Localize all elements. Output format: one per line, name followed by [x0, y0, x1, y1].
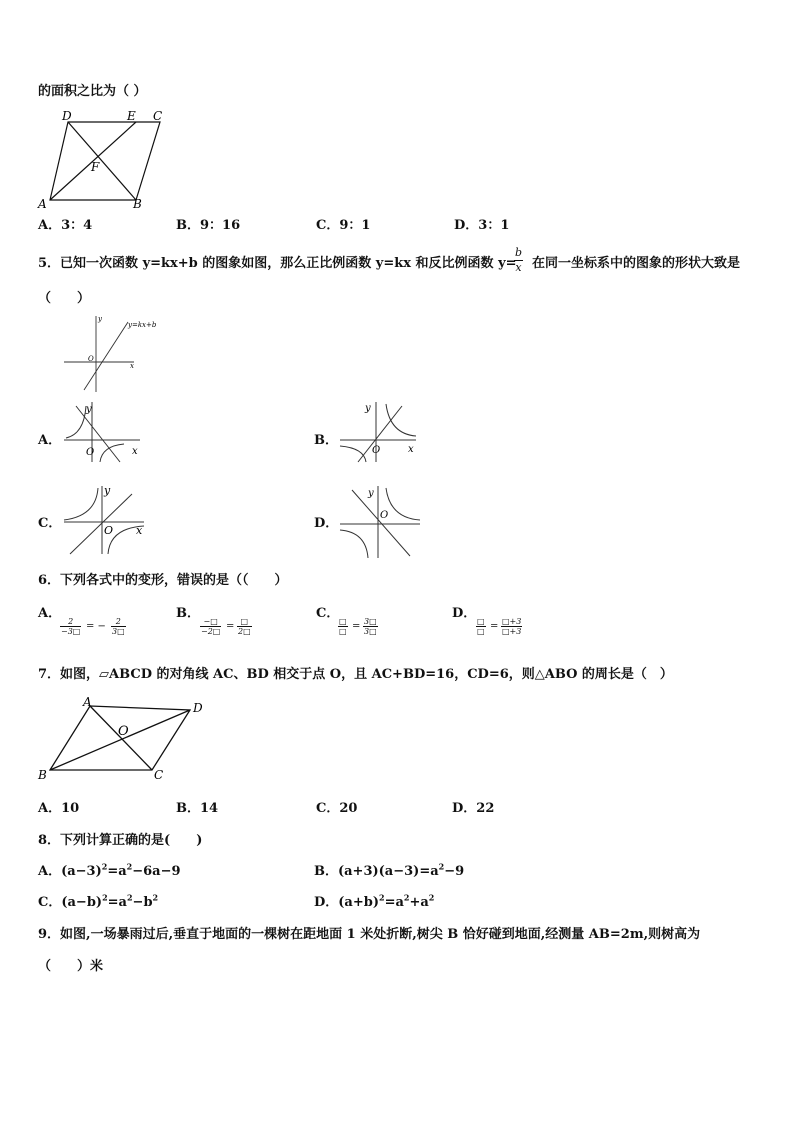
q8-option-a[interactable]: A．$(a-3)^2=a^2-6a-9$	[38, 861, 181, 879]
svg-text:O: O	[380, 510, 389, 521]
q8-option-b[interactable]: B．$(a+3)(a-3)=a^2-9$	[314, 861, 465, 879]
q5-option-b-graph	[338, 400, 418, 464]
q5-option-a[interactable]: A．	[38, 433, 62, 448]
q7-label-b: B	[38, 768, 47, 782]
q5-main-line-label: y=kx+b	[128, 321, 157, 329]
q5-main-y: y	[98, 315, 102, 323]
q6-option-d[interactable]: D．	[452, 606, 477, 621]
q7-option-d[interactable]: D．22	[452, 801, 495, 816]
q4-label-b: B	[133, 197, 142, 211]
q4-option-c[interactable]: C．9：1	[316, 218, 371, 233]
svg-text:O: O	[372, 445, 381, 456]
q6-d-right-fraction: $\frac{□+3}{□+3}$	[502, 617, 522, 636]
q6-option-b[interactable]: B．	[176, 606, 200, 621]
q6-a-left-fraction: $\frac{2}{-3□}$	[61, 617, 81, 636]
q5-option-d-graph	[338, 484, 422, 558]
q7-parallelogram-figure	[38, 694, 218, 786]
q5-main-x: x	[130, 362, 134, 370]
q4-label-c: C	[153, 109, 163, 123]
svg-text:O: O	[104, 524, 114, 537]
q5-linear-function-graph	[62, 312, 162, 394]
q6-option-c[interactable]: C．	[316, 606, 340, 621]
q7-option-b[interactable]: B．14	[176, 801, 219, 816]
q8-option-c[interactable]: C．$(a-b)^2=a^2-b^2$	[38, 892, 159, 910]
q6-stem: 6．下列各式中的变形，错误的是（（ ）	[38, 573, 288, 588]
q6-b-right-fraction: □ 2□	[238, 617, 251, 636]
svg-text:x: x	[136, 524, 143, 537]
q7-stem: 7．如图，▱ABCD 的对角线 AC、BD 相交于点 O，且 AC+BD=16，CD=6，则△ABO 的周长是（ ）	[38, 667, 673, 682]
svg-text:O: O	[86, 447, 95, 458]
q4-label-e: E	[127, 109, 136, 123]
q7-label-a: A	[83, 695, 92, 709]
q4-stem-tail: 的面积之比为（ ）	[38, 84, 147, 99]
q5-stem-part1: 5．已知一次函数 y=kx+b 的图象如图，那么正比例函数 y=kx 和反比例函数 y=	[38, 256, 517, 271]
q4-parallelogram-figure	[38, 108, 168, 210]
svg-text:y: y	[368, 488, 374, 499]
q4-label-a: A	[38, 197, 47, 211]
svg-text:y: y	[365, 403, 371, 414]
q7-option-c[interactable]: C．20	[316, 801, 358, 816]
q9-paren: （ ）米	[38, 959, 104, 974]
q4-label-d: D	[62, 109, 72, 123]
q7-label-c: C	[154, 768, 164, 782]
q4-option-b[interactable]: B．9：16	[176, 218, 241, 233]
q6-d-left-fraction: □ □	[477, 617, 485, 636]
q5-option-c-graph	[62, 484, 146, 556]
q7-label-d: D	[193, 701, 203, 715]
q4-option-a[interactable]: A．3：4	[38, 218, 93, 233]
q7-option-a[interactable]: A．10	[38, 801, 80, 816]
q5-main-o: O	[88, 355, 94, 363]
q4-label-f: F	[91, 160, 100, 174]
q6-c-left-fraction: □ □	[339, 617, 347, 636]
q5-stem-part2: 在同一坐标系中的图象的形状大致是	[532, 256, 741, 271]
q5-option-a-graph	[62, 400, 142, 464]
q5-fraction-b-over-x: $\frac{b}{x}$	[515, 246, 523, 274]
svg-text:y: y	[86, 404, 92, 415]
q5-paren: （ ）	[38, 291, 91, 306]
q5-option-b[interactable]: B．	[314, 433, 338, 448]
q7-label-o: O	[118, 724, 129, 739]
q6-option-a[interactable]: A．	[38, 606, 62, 621]
q6-b-left-fraction: −□ −2□	[201, 617, 221, 636]
q6-c-right-fraction: $\frac{3□}{3□}$	[364, 617, 377, 636]
q5-option-d[interactable]: D．	[314, 516, 339, 531]
q6-a-right-fraction: $\frac{2}{3□}$	[112, 617, 125, 636]
q8-option-d[interactable]: D．$(a+b)^2=a^2+a^2$	[314, 892, 435, 910]
q9-stem: 9．如图,一场暴雨过后,垂直于地面的一棵树在距地面 1 米处折断,树尖 B 恰好碰到地面,经测量 AB=2m,则树高为	[38, 927, 701, 942]
svg-text:y: y	[104, 484, 111, 497]
q8-stem: 8．下列计算正确的是( )	[38, 833, 203, 848]
q4-option-d[interactable]: D．3：1	[454, 218, 510, 233]
q5-option-c[interactable]: C．	[38, 516, 62, 531]
svg-text:x: x	[408, 444, 414, 455]
svg-text:x: x	[132, 446, 138, 457]
